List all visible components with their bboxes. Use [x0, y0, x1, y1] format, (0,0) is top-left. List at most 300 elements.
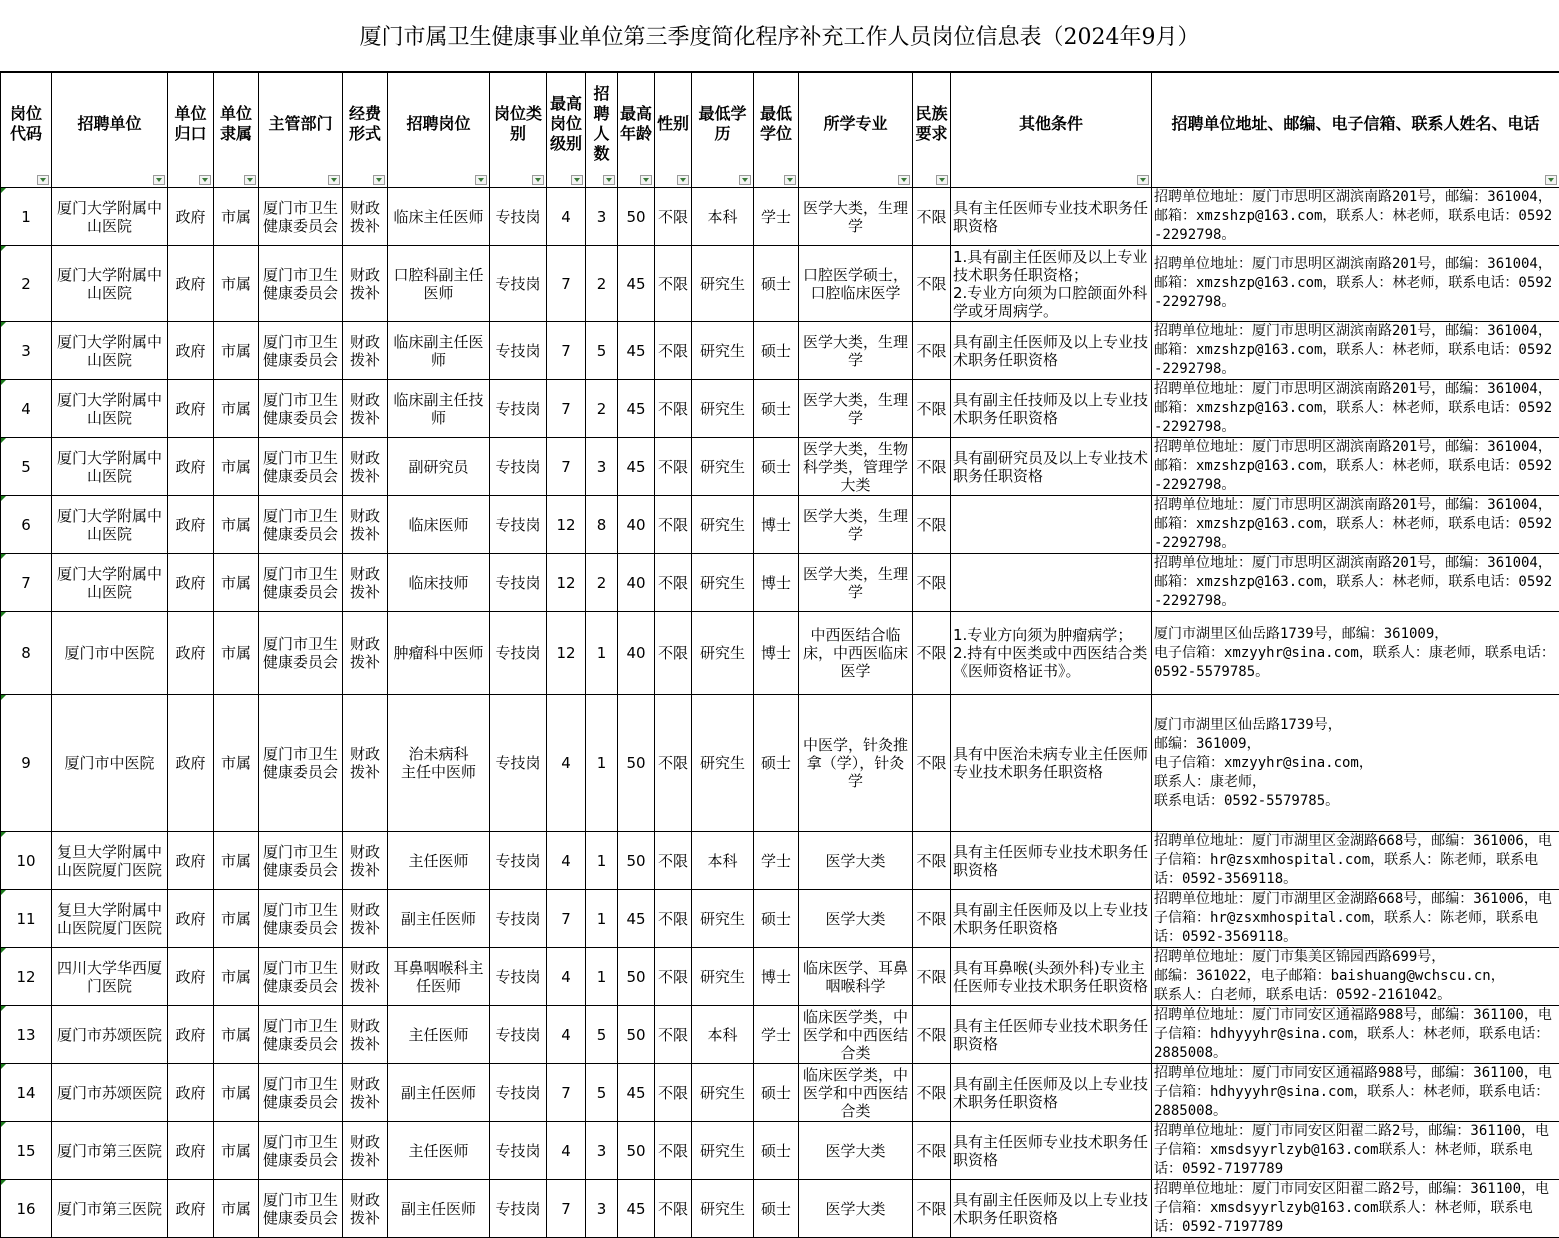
cell-affiliation[interactable]: 市属 [214, 832, 259, 890]
cell-funding[interactable]: 财政拨补 [343, 612, 388, 695]
cell-employer[interactable]: 厦门大学附属中山医院 [52, 188, 168, 246]
cell-contact-info[interactable]: 招聘单位地址：厦门市思明区湖滨南路201号，邮编：361004，邮箱：xmzshzp@163.com，联系人：林老师，联系电话：0592-2292798。 [1152, 188, 1559, 246]
cell-major[interactable]: 口腔医学硕士，口腔临床医学 [799, 246, 913, 322]
cell-affiliation[interactable]: 市属 [214, 554, 259, 612]
cell-supervisor[interactable]: 厦门市卫生健康委员会 [259, 1006, 343, 1064]
cell-supervisor[interactable]: 厦门市卫生健康委员会 [259, 322, 343, 380]
cell-major[interactable]: 医学大类，生理学 [799, 380, 913, 438]
cell-gender[interactable]: 不限 [655, 188, 692, 246]
cell-position[interactable]: 主任医师 [388, 1006, 490, 1064]
cell-other-conditions[interactable]: 具有副主任医师及以上专业技术职务任职资格 [951, 322, 1152, 380]
cell-position-type[interactable]: 专技岗 [490, 246, 547, 322]
cell-other-conditions[interactable] [951, 496, 1152, 554]
cell-funding[interactable]: 财政拨补 [343, 246, 388, 322]
cell-min-degree[interactable]: 硕士 [754, 1064, 799, 1122]
cell-unit-category[interactable]: 政府 [168, 695, 214, 832]
cell-max-age[interactable]: 45 [618, 246, 655, 322]
cell-other-conditions[interactable]: 1.专业方向须为肿瘤病学； 2.持有中医类或中西医结合类《医师资格证书》。 [951, 612, 1152, 695]
cell-post-code[interactable]: 4 [1, 380, 52, 438]
cell-unit-category[interactable]: 政府 [168, 322, 214, 380]
cell-other-conditions[interactable]: 具有主任医师专业技术职务任职资格 [951, 1122, 1152, 1180]
cell-position-type[interactable]: 专技岗 [490, 554, 547, 612]
cell-other-conditions[interactable]: 1.具有副主任医师及以上专业技术职务任职资格； 2.专业方向须为口腔颌面外科学或牙周病学。 [951, 246, 1152, 322]
cell-unit-category[interactable]: 政府 [168, 496, 214, 554]
cell-max-level[interactable]: 4 [547, 832, 586, 890]
cell-post-code[interactable]: 16 [1, 1180, 52, 1238]
cell-post-code[interactable]: 1 [1, 188, 52, 246]
cell-min-degree[interactable]: 硕士 [754, 322, 799, 380]
cell-affiliation[interactable]: 市属 [214, 438, 259, 496]
cell-funding[interactable]: 财政拨补 [343, 1006, 388, 1064]
cell-position-type[interactable]: 专技岗 [490, 380, 547, 438]
cell-min-education[interactable]: 研究生 [692, 554, 754, 612]
cell-employer[interactable]: 厦门市第三医院 [52, 1122, 168, 1180]
cell-headcount[interactable]: 1 [586, 948, 618, 1006]
cell-max-level[interactable]: 7 [547, 890, 586, 948]
cell-max-age[interactable]: 50 [618, 948, 655, 1006]
cell-major[interactable]: 医学大类 [799, 1122, 913, 1180]
cell-max-level[interactable]: 7 [547, 322, 586, 380]
cell-min-degree[interactable]: 硕士 [754, 438, 799, 496]
cell-contact-info[interactable]: 招聘单位地址：厦门市同安区阳翟二路2号，邮编：361100，电子信箱：xmsdsyyrlzyb@163.com联系人：林老师，联系电话：0592-7197789 [1152, 1180, 1559, 1238]
cell-min-degree[interactable]: 硕士 [754, 1180, 799, 1238]
cell-post-code[interactable]: 9 [1, 695, 52, 832]
cell-max-age[interactable]: 40 [618, 496, 655, 554]
cell-position[interactable]: 临床技师 [388, 554, 490, 612]
cell-gender[interactable]: 不限 [655, 832, 692, 890]
cell-position[interactable]: 副主任医师 [388, 1180, 490, 1238]
cell-contact-info[interactable]: 厦门市湖里区仙岳路1739号，邮编：361009， 电子信箱：xmzyyhr@sina.com，联系人：康老师，联系电话：0592-5579785。 [1152, 612, 1559, 695]
cell-contact-info[interactable]: 招聘单位地址：厦门市思明区湖滨南路201号，邮编：361004，邮箱：xmzshzp@163.com，联系人：林老师，联系电话：0592-2292798。 [1152, 496, 1559, 554]
filter-dropdown-icon[interactable] [199, 175, 211, 185]
cell-other-conditions[interactable]: 具有副主任医师及以上专业技术职务任职资格 [951, 1180, 1152, 1238]
cell-ethnicity[interactable]: 不限 [913, 948, 951, 1006]
cell-gender[interactable]: 不限 [655, 612, 692, 695]
cell-unit-category[interactable]: 政府 [168, 554, 214, 612]
cell-supervisor[interactable]: 厦门市卫生健康委员会 [259, 496, 343, 554]
filter-dropdown-icon[interactable] [153, 175, 165, 185]
filter-dropdown-icon[interactable] [784, 175, 796, 185]
cell-headcount[interactable]: 3 [586, 438, 618, 496]
cell-supervisor[interactable]: 厦门市卫生健康委员会 [259, 554, 343, 612]
cell-position-type[interactable]: 专技岗 [490, 948, 547, 1006]
cell-funding[interactable]: 财政拨补 [343, 1180, 388, 1238]
cell-affiliation[interactable]: 市属 [214, 1064, 259, 1122]
cell-contact-info[interactable]: 招聘单位地址：厦门市同安区通福路988号，邮编：361100，电子信箱：hdhyyyhr@sina.com，联系人：林老师，联系电话：2885008。 [1152, 1006, 1559, 1064]
cell-ethnicity[interactable]: 不限 [913, 612, 951, 695]
cell-major[interactable]: 医学大类，生理学 [799, 322, 913, 380]
cell-min-education[interactable]: 研究生 [692, 322, 754, 380]
cell-other-conditions[interactable]: 具有副主任医师及以上专业技术职务任职资格 [951, 1064, 1152, 1122]
cell-contact-info[interactable]: 招聘单位地址：厦门市同安区阳翟二路2号，邮编：361100，电子信箱：xmsdsyyrlzyb@163.com联系人：林老师，联系电话：0592-7197789 [1152, 1122, 1559, 1180]
cell-position[interactable]: 副研究员 [388, 438, 490, 496]
cell-major[interactable]: 医学大类 [799, 890, 913, 948]
cell-min-education[interactable]: 研究生 [692, 612, 754, 695]
cell-position[interactable]: 副主任医师 [388, 1064, 490, 1122]
cell-position[interactable]: 耳鼻咽喉科主任医师 [388, 948, 490, 1006]
cell-supervisor[interactable]: 厦门市卫生健康委员会 [259, 1180, 343, 1238]
cell-position-type[interactable]: 专技岗 [490, 612, 547, 695]
cell-affiliation[interactable]: 市属 [214, 322, 259, 380]
cell-position[interactable]: 肿瘤科中医师 [388, 612, 490, 695]
cell-post-code[interactable]: 10 [1, 832, 52, 890]
cell-unit-category[interactable]: 政府 [168, 612, 214, 695]
cell-major[interactable]: 临床医学类，中医学和中西医结合类 [799, 1006, 913, 1064]
cell-min-education[interactable]: 本科 [692, 832, 754, 890]
cell-headcount[interactable]: 3 [586, 188, 618, 246]
cell-funding[interactable]: 财政拨补 [343, 832, 388, 890]
cell-gender[interactable]: 不限 [655, 948, 692, 1006]
cell-max-age[interactable]: 45 [618, 380, 655, 438]
filter-dropdown-icon[interactable] [640, 175, 652, 185]
filter-dropdown-icon[interactable] [37, 175, 49, 185]
cell-post-code[interactable]: 2 [1, 246, 52, 322]
cell-min-degree[interactable]: 硕士 [754, 695, 799, 832]
cell-other-conditions[interactable]: 具有主任医师专业技术职务任职资格 [951, 188, 1152, 246]
cell-headcount[interactable]: 2 [586, 554, 618, 612]
cell-post-code[interactable]: 8 [1, 612, 52, 695]
cell-headcount[interactable]: 2 [586, 380, 618, 438]
cell-max-age[interactable]: 45 [618, 890, 655, 948]
cell-position-type[interactable]: 专技岗 [490, 890, 547, 948]
cell-ethnicity[interactable]: 不限 [913, 1006, 951, 1064]
filter-dropdown-icon[interactable] [603, 175, 615, 185]
cell-min-degree[interactable]: 学士 [754, 188, 799, 246]
cell-affiliation[interactable]: 市属 [214, 1122, 259, 1180]
cell-max-age[interactable]: 45 [618, 322, 655, 380]
cell-max-age[interactable]: 50 [618, 832, 655, 890]
cell-max-level[interactable]: 7 [547, 380, 586, 438]
cell-employer[interactable]: 厦门大学附属中山医院 [52, 554, 168, 612]
cell-ethnicity[interactable]: 不限 [913, 554, 951, 612]
cell-min-education[interactable]: 研究生 [692, 948, 754, 1006]
cell-unit-category[interactable]: 政府 [168, 1180, 214, 1238]
cell-position-type[interactable]: 专技岗 [490, 188, 547, 246]
cell-position[interactable]: 主任医师 [388, 1122, 490, 1180]
cell-employer[interactable]: 厦门大学附属中山医院 [52, 438, 168, 496]
filter-dropdown-icon[interactable] [936, 175, 948, 185]
cell-headcount[interactable]: 1 [586, 890, 618, 948]
cell-min-education[interactable]: 研究生 [692, 438, 754, 496]
cell-funding[interactable]: 财政拨补 [343, 890, 388, 948]
cell-gender[interactable]: 不限 [655, 1006, 692, 1064]
cell-min-degree[interactable]: 博士 [754, 948, 799, 1006]
cell-supervisor[interactable]: 厦门市卫生健康委员会 [259, 948, 343, 1006]
cell-min-education[interactable]: 研究生 [692, 496, 754, 554]
cell-major[interactable]: 医学大类，生理学 [799, 496, 913, 554]
cell-supervisor[interactable]: 厦门市卫生健康委员会 [259, 612, 343, 695]
cell-min-degree[interactable]: 学士 [754, 832, 799, 890]
cell-gender[interactable]: 不限 [655, 380, 692, 438]
cell-funding[interactable]: 财政拨补 [343, 496, 388, 554]
cell-major[interactable]: 医学大类，生理学 [799, 188, 913, 246]
cell-affiliation[interactable]: 市属 [214, 380, 259, 438]
cell-affiliation[interactable]: 市属 [214, 890, 259, 948]
cell-affiliation[interactable]: 市属 [214, 496, 259, 554]
cell-unit-category[interactable]: 政府 [168, 1122, 214, 1180]
cell-funding[interactable]: 财政拨补 [343, 1064, 388, 1122]
cell-position-type[interactable]: 专技岗 [490, 322, 547, 380]
cell-ethnicity[interactable]: 不限 [913, 832, 951, 890]
cell-min-education[interactable]: 研究生 [692, 1180, 754, 1238]
cell-other-conditions[interactable]: 具有副研究员及以上专业技术职务任职资格 [951, 438, 1152, 496]
cell-position-type[interactable]: 专技岗 [490, 832, 547, 890]
cell-major[interactable]: 临床医学、耳鼻咽喉科学 [799, 948, 913, 1006]
cell-min-degree[interactable]: 博士 [754, 554, 799, 612]
cell-position[interactable]: 口腔科副主任医师 [388, 246, 490, 322]
cell-employer[interactable]: 厦门大学附属中山医院 [52, 380, 168, 438]
cell-funding[interactable]: 财政拨补 [343, 188, 388, 246]
cell-min-degree[interactable]: 博士 [754, 496, 799, 554]
cell-headcount[interactable]: 5 [586, 322, 618, 380]
cell-post-code[interactable]: 15 [1, 1122, 52, 1180]
cell-funding[interactable]: 财政拨补 [343, 554, 388, 612]
cell-supervisor[interactable]: 厦门市卫生健康委员会 [259, 1064, 343, 1122]
filter-dropdown-icon[interactable] [328, 175, 340, 185]
cell-contact-info[interactable]: 招聘单位地址：厦门市思明区湖滨南路201号，邮编：361004，邮箱：xmzshzp@163.com，联系人：林老师，联系电话：0592-2292798。 [1152, 438, 1559, 496]
cell-max-level[interactable]: 7 [547, 246, 586, 322]
cell-min-education[interactable]: 本科 [692, 188, 754, 246]
cell-min-degree[interactable]: 硕士 [754, 1122, 799, 1180]
cell-supervisor[interactable]: 厦门市卫生健康委员会 [259, 695, 343, 832]
cell-max-level[interactable]: 7 [547, 1180, 586, 1238]
cell-contact-info[interactable]: 招聘单位地址：厦门市思明区湖滨南路201号，邮编：361004，邮箱：xmzshzp@163.com，联系人：林老师，联系电话：0592-2292798。 [1152, 322, 1559, 380]
cell-post-code[interactable]: 13 [1, 1006, 52, 1064]
cell-other-conditions[interactable]: 具有副主任技师及以上专业技术职务任职资格 [951, 380, 1152, 438]
cell-unit-category[interactable]: 政府 [168, 948, 214, 1006]
cell-max-level[interactable]: 4 [547, 948, 586, 1006]
cell-employer[interactable]: 厦门市苏颂医院 [52, 1006, 168, 1064]
cell-affiliation[interactable]: 市属 [214, 695, 259, 832]
cell-funding[interactable]: 财政拨补 [343, 322, 388, 380]
cell-min-education[interactable]: 研究生 [692, 890, 754, 948]
cell-employer[interactable]: 厦门大学附属中山医院 [52, 246, 168, 322]
cell-affiliation[interactable]: 市属 [214, 1006, 259, 1064]
cell-max-level[interactable]: 7 [547, 1064, 586, 1122]
cell-contact-info[interactable]: 招聘单位地址：厦门市思明区湖滨南路201号，邮编：361004，邮箱：xmzshzp@163.com，联系人：林老师，联系电话：0592-2292798。 [1152, 380, 1559, 438]
cell-major[interactable]: 中医学，针灸推拿（学），针灸学 [799, 695, 913, 832]
cell-ethnicity[interactable]: 不限 [913, 695, 951, 832]
cell-employer[interactable]: 复旦大学附属中山医院厦门医院 [52, 890, 168, 948]
filter-dropdown-icon[interactable] [571, 175, 583, 185]
cell-max-level[interactable]: 4 [547, 695, 586, 832]
cell-max-age[interactable]: 45 [618, 1180, 655, 1238]
cell-other-conditions[interactable]: 具有中医治未病专业主任医师专业技术职务任职资格 [951, 695, 1152, 832]
cell-max-level[interactable]: 4 [547, 1006, 586, 1064]
cell-position-type[interactable]: 专技岗 [490, 1006, 547, 1064]
cell-min-education[interactable]: 研究生 [692, 1122, 754, 1180]
cell-affiliation[interactable]: 市属 [214, 246, 259, 322]
cell-max-age[interactable]: 40 [618, 612, 655, 695]
cell-position-type[interactable]: 专技岗 [490, 438, 547, 496]
filter-dropdown-icon[interactable] [677, 175, 689, 185]
cell-min-degree[interactable]: 硕士 [754, 890, 799, 948]
cell-position-type[interactable]: 专技岗 [490, 1064, 547, 1122]
cell-max-level[interactable]: 4 [547, 1122, 586, 1180]
cell-funding[interactable]: 财政拨补 [343, 948, 388, 1006]
cell-max-age[interactable]: 50 [618, 695, 655, 832]
cell-max-age[interactable]: 50 [618, 1122, 655, 1180]
cell-affiliation[interactable]: 市属 [214, 612, 259, 695]
cell-gender[interactable]: 不限 [655, 438, 692, 496]
cell-post-code[interactable]: 3 [1, 322, 52, 380]
cell-headcount[interactable]: 1 [586, 695, 618, 832]
cell-min-education[interactable]: 本科 [692, 1006, 754, 1064]
cell-employer[interactable]: 厦门大学附属中山医院 [52, 496, 168, 554]
cell-position[interactable]: 临床副主任医师 [388, 322, 490, 380]
cell-other-conditions[interactable] [951, 554, 1152, 612]
filter-dropdown-icon[interactable] [475, 175, 487, 185]
cell-other-conditions[interactable]: 具有副主任医师及以上专业技术职务任职资格 [951, 890, 1152, 948]
cell-max-age[interactable]: 45 [618, 1064, 655, 1122]
cell-unit-category[interactable]: 政府 [168, 438, 214, 496]
cell-contact-info[interactable]: 招聘单位地址：厦门市思明区湖滨南路201号，邮编：361004，邮箱：xmzshzp@163.com，联系人：林老师，联系电话：0592-2292798。 [1152, 554, 1559, 612]
cell-major[interactable]: 临床医学类，中医学和中西医结合类 [799, 1064, 913, 1122]
cell-min-degree[interactable]: 学士 [754, 1006, 799, 1064]
cell-contact-info[interactable]: 招聘单位地址：厦门市集美区锦园西路699号， 邮编：361022，电子邮箱：baishuang@wchscu.cn， 联系人：白老师，联系电话：0592-2161042。 [1152, 948, 1559, 1006]
cell-post-code[interactable]: 6 [1, 496, 52, 554]
cell-unit-category[interactable]: 政府 [168, 246, 214, 322]
cell-supervisor[interactable]: 厦门市卫生健康委员会 [259, 188, 343, 246]
cell-other-conditions[interactable]: 具有主任医师专业技术职务任职资格 [951, 1006, 1152, 1064]
cell-headcount[interactable]: 1 [586, 832, 618, 890]
cell-major[interactable]: 医学大类，生理学 [799, 554, 913, 612]
cell-supervisor[interactable]: 厦门市卫生健康委员会 [259, 832, 343, 890]
cell-contact-info[interactable]: 厦门市湖里区仙岳路1739号， 邮编：361009， 电子信箱：xmzyyhr@sina.com， 联系人：康老师， 联系电话：0592-5579785。 [1152, 695, 1559, 832]
cell-headcount[interactable]: 5 [586, 1064, 618, 1122]
cell-unit-category[interactable]: 政府 [168, 188, 214, 246]
cell-position[interactable]: 临床副主任技师 [388, 380, 490, 438]
cell-funding[interactable]: 财政拨补 [343, 438, 388, 496]
cell-min-degree[interactable]: 博士 [754, 612, 799, 695]
cell-ethnicity[interactable]: 不限 [913, 1122, 951, 1180]
filter-dropdown-icon[interactable] [244, 175, 256, 185]
cell-max-age[interactable]: 50 [618, 188, 655, 246]
cell-ethnicity[interactable]: 不限 [913, 1064, 951, 1122]
cell-funding[interactable]: 财政拨补 [343, 1122, 388, 1180]
cell-post-code[interactable]: 5 [1, 438, 52, 496]
cell-min-degree[interactable]: 硕士 [754, 380, 799, 438]
cell-position[interactable]: 临床医师 [388, 496, 490, 554]
cell-post-code[interactable]: 12 [1, 948, 52, 1006]
cell-major[interactable]: 中西医结合临床，中西医临床医学 [799, 612, 913, 695]
cell-employer[interactable]: 复旦大学附属中山医院厦门医院 [52, 832, 168, 890]
cell-post-code[interactable]: 14 [1, 1064, 52, 1122]
cell-employer[interactable]: 厦门市中医院 [52, 695, 168, 832]
cell-position[interactable]: 主任医师 [388, 832, 490, 890]
cell-gender[interactable]: 不限 [655, 246, 692, 322]
cell-position[interactable]: 副主任医师 [388, 890, 490, 948]
cell-ethnicity[interactable]: 不限 [913, 496, 951, 554]
cell-employer[interactable]: 厦门市苏颂医院 [52, 1064, 168, 1122]
cell-gender[interactable]: 不限 [655, 695, 692, 832]
cell-funding[interactable]: 财政拨补 [343, 695, 388, 832]
filter-dropdown-icon[interactable] [532, 175, 544, 185]
cell-ethnicity[interactable]: 不限 [913, 1180, 951, 1238]
cell-position-type[interactable]: 专技岗 [490, 695, 547, 832]
cell-unit-category[interactable]: 政府 [168, 890, 214, 948]
cell-affiliation[interactable]: 市属 [214, 1180, 259, 1238]
cell-gender[interactable]: 不限 [655, 890, 692, 948]
cell-supervisor[interactable]: 厦门市卫生健康委员会 [259, 380, 343, 438]
cell-gender[interactable]: 不限 [655, 1122, 692, 1180]
cell-post-code[interactable]: 7 [1, 554, 52, 612]
cell-supervisor[interactable]: 厦门市卫生健康委员会 [259, 438, 343, 496]
cell-min-degree[interactable]: 硕士 [754, 246, 799, 322]
cell-other-conditions[interactable]: 具有主任医师专业技术职务任职资格 [951, 832, 1152, 890]
cell-min-education[interactable]: 研究生 [692, 695, 754, 832]
cell-supervisor[interactable]: 厦门市卫生健康委员会 [259, 1122, 343, 1180]
cell-employer[interactable]: 厦门市中医院 [52, 612, 168, 695]
cell-max-level[interactable]: 12 [547, 612, 586, 695]
cell-unit-category[interactable]: 政府 [168, 1006, 214, 1064]
filter-dropdown-icon[interactable] [1545, 175, 1557, 185]
cell-headcount[interactable]: 5 [586, 1006, 618, 1064]
cell-other-conditions[interactable]: 具有耳鼻喉(头颈外科)专业主任医师专业技术职务任职资格 [951, 948, 1152, 1006]
cell-affiliation[interactable]: 市属 [214, 948, 259, 1006]
cell-position[interactable]: 治未病科 主任中医师 [388, 695, 490, 832]
cell-gender[interactable]: 不限 [655, 554, 692, 612]
cell-position-type[interactable]: 专技岗 [490, 1180, 547, 1238]
cell-gender[interactable]: 不限 [655, 1180, 692, 1238]
cell-contact-info[interactable]: 招聘单位地址：厦门市湖里区金湖路668号，邮编：361006，电子信箱：hr@zsxmhospital.com，联系人：陈老师，联系电话：0592-3569118。 [1152, 890, 1559, 948]
cell-ethnicity[interactable]: 不限 [913, 438, 951, 496]
cell-post-code[interactable]: 11 [1, 890, 52, 948]
filter-dropdown-icon[interactable] [373, 175, 385, 185]
cell-max-age[interactable]: 45 [618, 438, 655, 496]
cell-gender[interactable]: 不限 [655, 1064, 692, 1122]
cell-max-level[interactable]: 7 [547, 438, 586, 496]
cell-position-type[interactable]: 专技岗 [490, 1122, 547, 1180]
cell-headcount[interactable]: 2 [586, 246, 618, 322]
cell-max-level[interactable]: 4 [547, 188, 586, 246]
cell-contact-info[interactable]: 招聘单位地址：厦门市同安区通福路988号，邮编：361100，电子信箱：hdhyyyhr@sina.com，联系人：林老师，联系电话：2885008。 [1152, 1064, 1559, 1122]
cell-headcount[interactable]: 3 [586, 1180, 618, 1238]
cell-unit-category[interactable]: 政府 [168, 832, 214, 890]
cell-unit-category[interactable]: 政府 [168, 1064, 214, 1122]
cell-max-level[interactable]: 12 [547, 554, 586, 612]
cell-major[interactable]: 医学大类 [799, 1180, 913, 1238]
cell-supervisor[interactable]: 厦门市卫生健康委员会 [259, 890, 343, 948]
cell-ethnicity[interactable]: 不限 [913, 188, 951, 246]
cell-gender[interactable]: 不限 [655, 496, 692, 554]
cell-min-education[interactable]: 研究生 [692, 246, 754, 322]
cell-max-level[interactable]: 12 [547, 496, 586, 554]
cell-affiliation[interactable]: 市属 [214, 188, 259, 246]
cell-headcount[interactable]: 1 [586, 612, 618, 695]
cell-ethnicity[interactable]: 不限 [913, 890, 951, 948]
cell-headcount[interactable]: 3 [586, 1122, 618, 1180]
cell-position[interactable]: 临床主任医师 [388, 188, 490, 246]
cell-employer[interactable]: 厦门大学附属中山医院 [52, 322, 168, 380]
cell-employer[interactable]: 四川大学华西厦门医院 [52, 948, 168, 1006]
cell-ethnicity[interactable]: 不限 [913, 246, 951, 322]
filter-dropdown-icon[interactable] [1137, 175, 1149, 185]
filter-dropdown-icon[interactable] [898, 175, 910, 185]
cell-ethnicity[interactable]: 不限 [913, 322, 951, 380]
cell-funding[interactable]: 财政拨补 [343, 380, 388, 438]
cell-major[interactable]: 医学大类 [799, 832, 913, 890]
cell-max-age[interactable]: 40 [618, 554, 655, 612]
cell-unit-category[interactable]: 政府 [168, 380, 214, 438]
cell-headcount[interactable]: 8 [586, 496, 618, 554]
cell-contact-info[interactable]: 招聘单位地址：厦门市湖里区金湖路668号，邮编：361006，电子信箱：hr@zsxmhospital.com，联系人：陈老师，联系电话：0592-3569118。 [1152, 832, 1559, 890]
cell-max-age[interactable]: 50 [618, 1006, 655, 1064]
filter-dropdown-icon[interactable] [739, 175, 751, 185]
cell-min-education[interactable]: 研究生 [692, 1064, 754, 1122]
cell-min-education[interactable]: 研究生 [692, 380, 754, 438]
cell-ethnicity[interactable]: 不限 [913, 380, 951, 438]
